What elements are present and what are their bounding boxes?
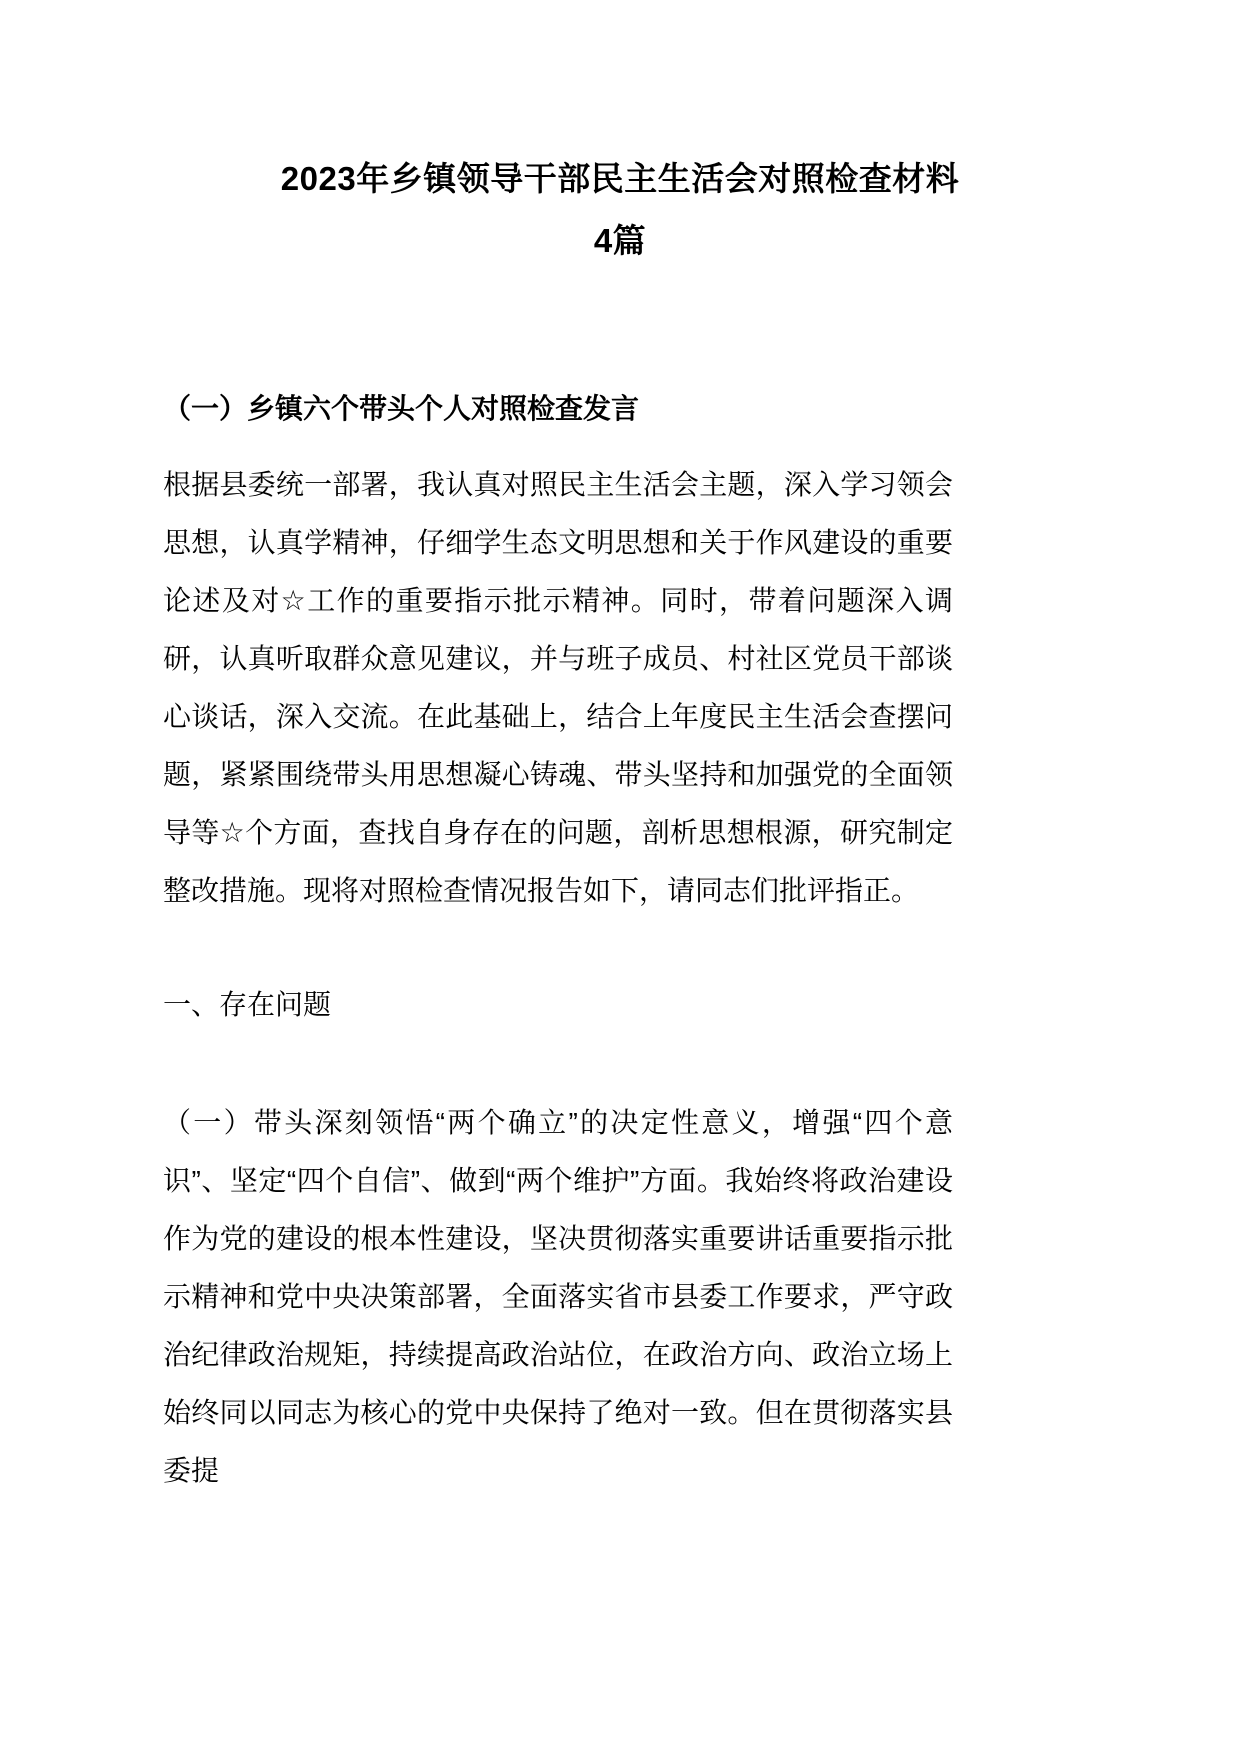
section-heading-existing-problems: 一、存在问题 [163,989,332,1020]
block-spacer [163,920,953,976]
document-body [163,380,953,1500]
subheading-one: （一）乡镇六个带头个人对照检查发言 [163,393,640,424]
block-spacer [163,438,953,456]
page-title-line-2: 4篇 [593,222,647,259]
page-title [150,148,1090,272]
body-paragraph-one: 根据县委统一部署，我认真对照民主生活会主题，深入学习领会思想，认真学精神，仔细学生态文明思想和关于作风建设的重要论述及对☆工作的重要指示批示精神。同时，带着问题深入调研，认真听取群众意见建议，并与班子成员、村社区党员干部谈心谈话，深入交流。在此基础上，结合上年度民主生活会查摆问题，紧紧围绕带头用思想凝心铸魂、带头坚持和加强党的全面领导等☆个方面，查找自身存在的问题，剖析思想根源，研究制定整改措施。现将对照检查情况报告如下，请同志们批评指正。 [163,469,953,906]
body-paragraph-two: （一）带头深刻领悟“两个确立”的决定性意义，增强“四个意识”、坚定“四个自信”、做到“两个维护”方面。我始终将政治建设作为党的建设的根本性建设，坚决贯彻落实重要讲话重要指示批示精神和党中央决策部署，全面落实省市县委工作要求，严守政治纪律政治规矩，持续提高政治站位，在政治方向、政治立场上始终同以同志为核心的党中央保持了绝对一致。但在贯彻落实县委提 [163,1107,953,1486]
page-title-line-1: 2023年乡镇领导干部民主生活会对照检查材料 [280,160,960,197]
block-spacer [163,1034,953,1094]
